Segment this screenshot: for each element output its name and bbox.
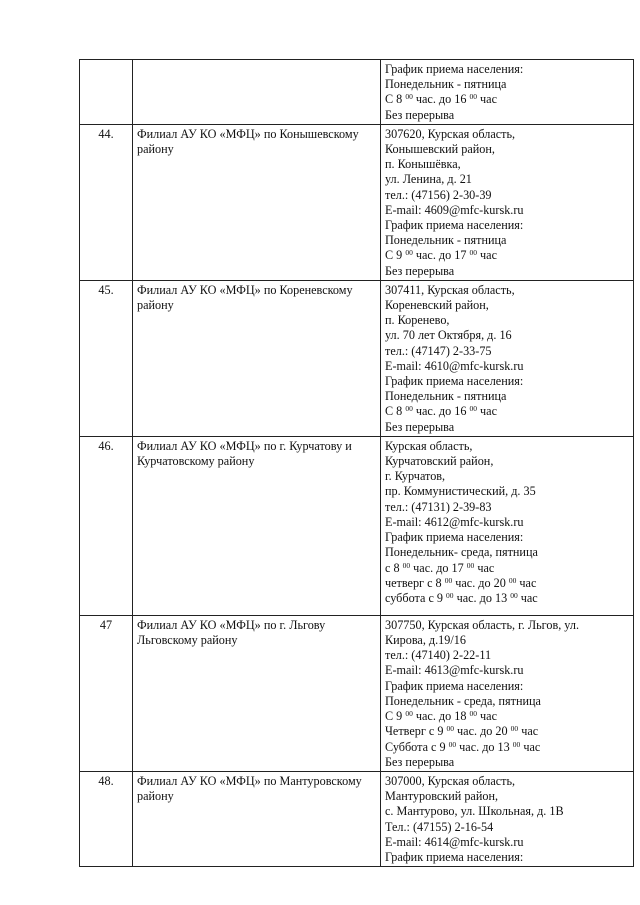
branch-address-schedule: [381, 60, 634, 125]
address-line: [385, 344, 629, 359]
line-text: С 9: [385, 709, 406, 724]
line-text: тел.: (47140) 2-22-11: [385, 648, 492, 663]
line-text: График приема населения:: [385, 218, 524, 233]
line-text: г. Курчатов,: [385, 469, 446, 484]
row-number: 47: [80, 615, 133, 771]
line-text: час. до 20: [452, 575, 509, 590]
minutes-superscript: 00: [510, 590, 518, 600]
line-text: Понедельник - среда, пятница: [385, 693, 541, 708]
address-line: [385, 515, 629, 530]
address-line: [385, 62, 629, 77]
address-line: [385, 157, 629, 172]
line-text: пр. Коммунистический, д. 35: [385, 484, 536, 499]
line-text: час: [518, 724, 539, 739]
minutes-superscript: 00: [508, 575, 517, 585]
address-line: [385, 188, 629, 203]
minutes-superscript: 00: [405, 404, 413, 414]
line-text: Кирова, д.19/16: [385, 633, 466, 648]
address-line: [385, 92, 629, 107]
address-line: [385, 618, 629, 633]
line-text: ул. 70 лет Октября, д. 16: [385, 328, 512, 343]
line-text: час: [477, 709, 497, 724]
line-text: Понедельник - пятница: [385, 389, 507, 404]
branch-name: Филиал АУ КО «МФЦ» по г. Льгову Льговскому району: [133, 615, 381, 771]
address-line: [385, 500, 629, 515]
line-text: С 8: [385, 404, 406, 419]
line-text: с 8: [385, 560, 403, 575]
address-line: [385, 835, 629, 850]
line-text: Понедельник - пятница: [385, 233, 507, 248]
line-text: час: [517, 590, 538, 605]
row-number: 44.: [80, 124, 133, 280]
line-text: час: [474, 560, 495, 575]
line-text: 307411, Курская область,: [385, 282, 515, 297]
address-line: [385, 561, 629, 576]
address-line: [385, 724, 629, 739]
address-line: [385, 648, 629, 663]
address-line: [385, 389, 629, 404]
address-line: [385, 283, 629, 298]
address-line: [385, 248, 629, 263]
branch-address-schedule: [381, 436, 634, 615]
line-text: суббота с 9: [385, 590, 447, 605]
address-line: [385, 142, 629, 157]
line-text: E-mail: 4612@mfc-kursk.ru: [385, 514, 524, 529]
address-line: [385, 127, 629, 142]
address-line: [385, 530, 629, 545]
line-text: час. до 17: [412, 248, 470, 263]
line-text: ул. Ленина, д. 21: [385, 172, 472, 187]
line-text: График приема населения:: [385, 849, 524, 864]
line-text: E-mail: 4610@mfc-kursk.ru: [385, 358, 524, 373]
line-text: Суббота с 9: [385, 739, 449, 754]
line-text: час. до 20: [454, 724, 511, 739]
minutes-superscript: 00: [510, 724, 519, 734]
address-line: [385, 774, 629, 789]
line-text: час. до 17: [410, 560, 467, 575]
address-line: [385, 484, 629, 499]
branch-address-schedule: [381, 280, 634, 436]
table-row: [80, 124, 634, 280]
minutes-superscript: 00: [469, 248, 477, 258]
table-row: [80, 436, 634, 615]
minutes-superscript: 00: [512, 739, 521, 749]
minutes-superscript: 00: [446, 590, 454, 600]
table-row: [80, 280, 634, 436]
line-text: п. Конышёвка,: [385, 157, 461, 172]
line-text: 307750, Курская область, г. Льгов, ул.: [385, 617, 579, 632]
branches-table: [79, 59, 634, 867]
minutes-superscript: 00: [446, 724, 454, 734]
line-text: E-mail: 4613@mfc-kursk.ru: [385, 663, 524, 678]
line-text: Без перерыва: [385, 754, 455, 769]
address-line: [385, 264, 629, 279]
line-text: Без перерыва: [385, 263, 455, 278]
minutes-superscript: 00: [405, 709, 413, 719]
line-text: час: [477, 404, 497, 419]
address-line: [385, 454, 629, 469]
line-text: Конышевский район,: [385, 142, 495, 157]
branch-address-schedule: [381, 124, 634, 280]
address-line: [385, 740, 629, 755]
line-text: час. до 18: [412, 709, 470, 724]
address-line: [385, 203, 629, 218]
address-line: [385, 77, 629, 92]
line-text: График приема населения:: [385, 678, 524, 693]
row-number: [80, 60, 133, 125]
line-text: E-mail: 4609@mfc-kursk.ru: [385, 202, 524, 217]
address-line: [385, 218, 629, 233]
table-row: [80, 615, 634, 771]
address-line: [385, 420, 629, 435]
table-row: [80, 60, 634, 125]
line-text: Кореневский район,: [385, 298, 489, 313]
branch-name: Филиал АУ КО «МФЦ» по Конышевскому району: [133, 124, 381, 280]
branch-name: Филиал АУ КО «МФЦ» по Кореневскому району: [133, 280, 381, 436]
address-line: [385, 439, 629, 454]
address-line: [385, 709, 629, 724]
line-text: час. до 13: [456, 739, 513, 754]
branch-name: Филиал АУ КО «МФЦ» по г. Курчатову и Курчатовскому району: [133, 436, 381, 615]
line-text: Без перерыва: [385, 419, 455, 434]
minutes-superscript: 00: [469, 92, 477, 102]
address-line: [385, 545, 629, 560]
line-text: Без перерыва: [385, 107, 455, 122]
table-row: [80, 771, 634, 866]
line-text: час. до 16: [412, 404, 470, 419]
line-text: Тел.: (47155) 2-16-54: [385, 819, 494, 834]
address-line: [385, 328, 629, 343]
address-line: [385, 233, 629, 248]
minutes-superscript: 00: [466, 560, 475, 570]
line-text: Понедельник - пятница: [385, 77, 507, 92]
line-text: тел.: (47156) 2-30-39: [385, 187, 492, 202]
line-text: Мантуровский район,: [385, 789, 499, 804]
line-text: четверг с 8: [385, 575, 445, 590]
minutes-superscript: 00: [444, 575, 453, 585]
line-text: Курчатовский район,: [385, 454, 494, 469]
branch-address-schedule: [381, 615, 634, 771]
address-line: [385, 359, 629, 374]
address-line: [385, 404, 629, 419]
line-text: час: [477, 92, 497, 107]
address-line: [385, 172, 629, 187]
line-text: Четверг с 9: [385, 724, 447, 739]
address-line: [385, 850, 629, 865]
line-text: тел.: (47131) 2-39-83: [385, 499, 492, 514]
line-text: час. до 13: [453, 590, 511, 605]
address-line: [385, 298, 629, 313]
address-line: [385, 374, 629, 389]
line-text: С 9: [385, 248, 406, 263]
minutes-superscript: 00: [469, 404, 477, 414]
minutes-superscript: 00: [405, 92, 413, 102]
address-line: [385, 313, 629, 328]
minutes-superscript: 00: [402, 560, 411, 570]
line-text: График приема населения:: [385, 530, 524, 545]
line-text: 307620, Курская область,: [385, 126, 516, 141]
line-text: График приема населения:: [385, 62, 524, 76]
address-line: [385, 789, 629, 804]
row-number: 46.: [80, 436, 133, 615]
address-line: [385, 469, 629, 484]
branch-name: [133, 60, 381, 125]
address-line: [385, 663, 629, 678]
branch-address-schedule: [381, 771, 634, 866]
minutes-superscript: 00: [405, 248, 413, 258]
line-text: E-mail: 4614@mfc-kursk.ru: [385, 834, 524, 849]
line-text: 307000, Курская область,: [385, 773, 516, 788]
address-line: [385, 820, 629, 835]
line-text: тел.: (47147) 2-33-75: [385, 343, 492, 358]
branch-name: Филиал АУ КО «МФЦ» по Мантуровскому району: [133, 771, 381, 866]
row-number: 48.: [80, 771, 133, 866]
line-text: час: [516, 575, 537, 590]
address-line: [385, 755, 629, 770]
line-text: час: [520, 739, 541, 754]
address-line: [385, 694, 629, 709]
address-line: [385, 633, 629, 648]
line-text: С 8: [385, 92, 406, 107]
line-text: с. Мантурово, ул. Школьная, д. 1В: [385, 804, 564, 819]
line-text: п. Коренево,: [385, 313, 450, 328]
address-line: [385, 108, 629, 123]
minutes-superscript: 00: [469, 709, 477, 719]
line-text: час. до 16: [412, 92, 470, 107]
address-line: [385, 591, 629, 606]
address-line: [385, 804, 629, 819]
line-text: час: [477, 248, 497, 263]
minutes-superscript: 00: [448, 739, 457, 749]
line-text: График приема населения:: [385, 374, 524, 389]
row-number: 45.: [80, 280, 133, 436]
line-text: Курская область,: [385, 438, 473, 453]
address-line: [385, 679, 629, 694]
address-line: [385, 576, 629, 591]
line-text: Понедельник- среда, пятница: [385, 545, 538, 560]
